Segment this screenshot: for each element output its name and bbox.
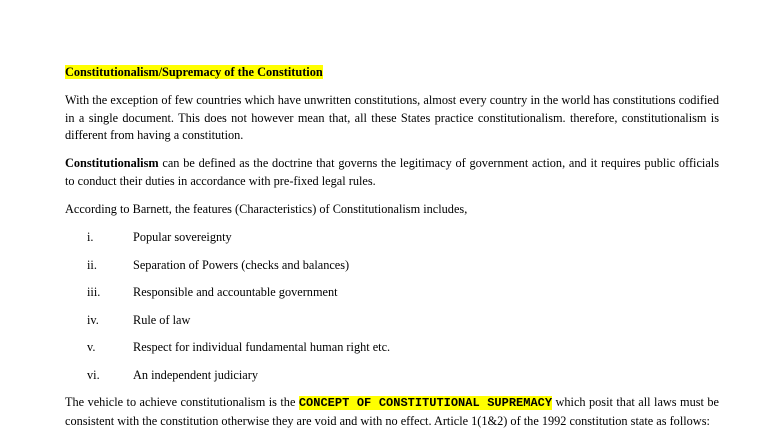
feature-list-item — [87, 367, 258, 384]
feature-list-item — [87, 339, 390, 356]
heading-highlight: Constitutionalism/Supremacy of the Constitution — [65, 65, 323, 79]
paragraph-intro: With the exception of few countries which have unwritten constitutions, almost every country in the world has constitutions codified in a single document. This does not however mean that, all these States practice constitutionalism. therefore, constitutionalism is different from having a constitution. — [65, 93, 719, 142]
paragraph-features-intro: According to Barnett, the features (Characteristics) of Constitutionalism includes, — [65, 202, 468, 216]
list-text: An independent judiciary — [133, 368, 258, 382]
list-text: Popular sovereignty — [133, 230, 232, 244]
list-text: Separation of Powers (checks and balances) — [133, 258, 350, 272]
paragraph-definition — [65, 155, 719, 190]
supremacy-highlight: CONCEPT OF CONSTITUTIONAL SUPREMACY — [298, 396, 553, 410]
list-number: iv. — [87, 313, 99, 327]
list-number: ii. — [87, 258, 97, 272]
supremacy-text-before: The vehicle to achieve constitutionalism is the — [65, 395, 299, 409]
list-number: iii. — [87, 285, 101, 299]
feature-list-item — [87, 229, 232, 246]
list-text: Respect for individual fundamental human right etc. — [133, 340, 391, 354]
list-text: Responsible and accountable government — [133, 285, 338, 299]
list-number: vi. — [87, 368, 100, 382]
document-page — [65, 0, 719, 441]
feature-list-item — [87, 284, 338, 301]
feature-list-item — [87, 257, 349, 274]
list-number: i. — [87, 230, 94, 244]
supremacy-text-after: which posit that all laws must be consistent with the constitution otherwise they are void and with no effect. Article 1(1&2) of the 1992 constitution state as follows: — [65, 395, 719, 428]
list-text: Rule of law — [133, 313, 191, 327]
list-number: v. — [87, 340, 96, 354]
definition-term: Constitutionalism — [65, 156, 159, 170]
paragraph-supremacy — [65, 394, 719, 430]
definition-text: can be defined as the doctrine that governs the legitimacy of government action, and it requires public officials to conduct their duties in accordance with pre-fixed legal rules. — [65, 156, 719, 188]
feature-list-item — [87, 312, 190, 329]
section-heading — [65, 64, 323, 81]
